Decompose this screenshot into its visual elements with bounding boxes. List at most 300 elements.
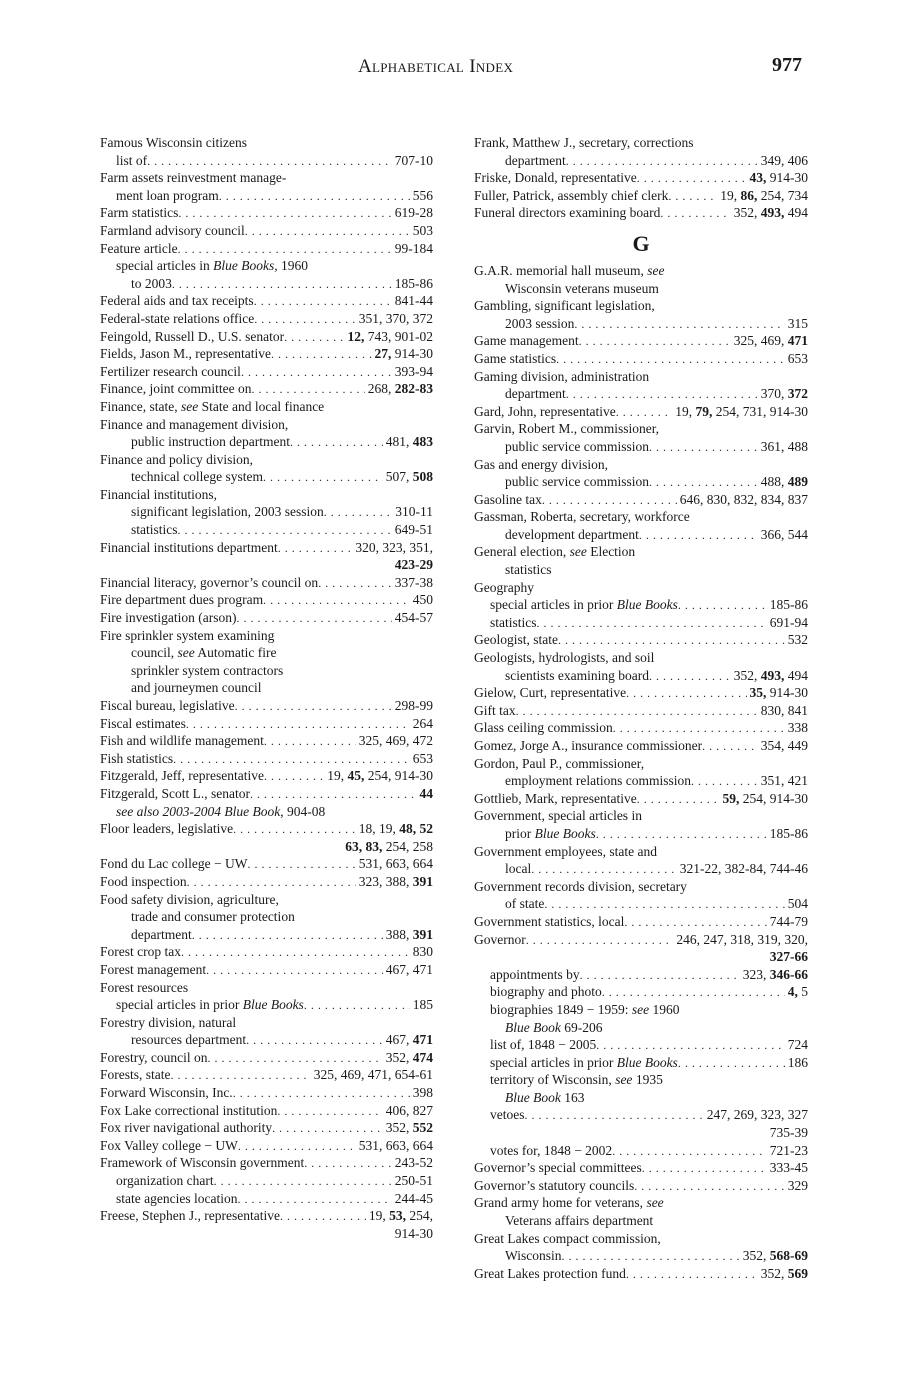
dot-leader xyxy=(678,596,767,614)
entry-term: Great Lakes protection fund xyxy=(474,1265,626,1281)
index-entry-text: Finance, state, see State and local finance xyxy=(100,398,325,414)
entry-pages: 619-28 xyxy=(394,205,433,221)
dot-leader xyxy=(602,983,785,1001)
dot-leader xyxy=(280,1207,366,1225)
entry-term: state agencies location xyxy=(116,1190,238,1206)
entry-pages: 691-94 xyxy=(769,614,808,630)
entry-term: Wisconsin xyxy=(505,1248,562,1264)
dot-leader xyxy=(173,750,410,768)
index-entry xyxy=(100,222,433,240)
entry-term: Fox river navigational authority xyxy=(100,1120,273,1136)
entry-term: statistics xyxy=(131,522,178,538)
index-entry-text: Gas and energy division, xyxy=(474,456,608,472)
dot-leader xyxy=(639,526,758,544)
entry-term: 2003 session xyxy=(505,315,575,331)
dot-leader xyxy=(235,697,392,715)
index-entry xyxy=(474,152,808,170)
entry-pages: 393-94 xyxy=(394,363,433,379)
entry-pages: 12, 743, 901-02 xyxy=(347,328,433,344)
entry-pages: 406, 827 xyxy=(385,1102,433,1118)
dot-leader xyxy=(612,1142,767,1160)
index-entry xyxy=(100,732,433,750)
entry-term: Geologist, state xyxy=(474,632,558,648)
index-entry xyxy=(474,684,808,702)
index-entry xyxy=(474,187,808,205)
entry-pages: 19, 79, 254, 731, 914-30 xyxy=(675,403,808,419)
index-entry xyxy=(474,719,808,737)
dot-leader xyxy=(566,152,758,170)
index-entry-text: council, see Automatic fire xyxy=(131,645,277,661)
index-entry xyxy=(100,328,433,346)
entry-pages-continued: 423-29 xyxy=(394,557,433,573)
dot-leader xyxy=(264,732,356,750)
entry-pages: 325, 469, 471, 654-61 xyxy=(313,1067,433,1083)
entry-pages: 531, 663, 664 xyxy=(358,856,433,872)
index-entry xyxy=(474,1159,808,1177)
entry-pages: 366, 544 xyxy=(760,526,808,542)
index-entry xyxy=(100,574,433,592)
index-entry xyxy=(100,1031,433,1049)
dot-leader xyxy=(304,996,410,1014)
index-entry xyxy=(100,820,433,838)
dot-leader xyxy=(181,943,410,961)
entry-term: Gift tax xyxy=(474,702,516,718)
entry-term: Game statistics xyxy=(474,350,557,366)
entry-pages: 185-86 xyxy=(769,597,808,613)
entry-term: votes for, 1848 − 2002 xyxy=(490,1142,613,1158)
entry-pages: 329 xyxy=(787,1177,808,1193)
dot-leader xyxy=(626,1265,758,1283)
index-entry xyxy=(100,152,433,170)
index-entry xyxy=(100,591,433,609)
dot-leader xyxy=(702,737,758,755)
page-number: 977 xyxy=(772,54,802,76)
dot-leader xyxy=(579,332,731,350)
index-entry-text: General election, see Election xyxy=(474,544,636,560)
dot-leader xyxy=(596,825,767,843)
index-entry xyxy=(474,1142,808,1160)
entry-pages: 481, 483 xyxy=(385,434,433,450)
entry-pages: 352, 568-69 xyxy=(742,1248,808,1264)
entry-pages: 653 xyxy=(412,750,433,766)
index-entry xyxy=(100,345,433,363)
index-entry-text: sprinkler system contractors xyxy=(131,662,284,678)
index-entry xyxy=(474,169,808,187)
dot-leader xyxy=(272,1119,383,1137)
dot-leader xyxy=(660,204,730,222)
index-entry xyxy=(474,860,808,878)
entry-pages: 19, 45, 254, 914-30 xyxy=(327,768,433,784)
dot-leader xyxy=(637,790,720,808)
index-entry xyxy=(100,767,433,785)
index-entry xyxy=(474,1247,808,1265)
index-entry-text: Gambling, significant legislation, xyxy=(474,298,655,314)
dot-leader xyxy=(236,609,391,627)
index-entry xyxy=(100,521,433,539)
index-entry xyxy=(100,785,433,803)
running-title: Alphabetical Index xyxy=(358,56,514,77)
index-entry xyxy=(474,385,808,403)
entry-pages: 370, 372 xyxy=(760,386,808,402)
dot-leader xyxy=(277,1102,382,1120)
entry-term: Framework of Wisconsin government xyxy=(100,1155,305,1171)
index-entry xyxy=(100,750,433,768)
entry-pages: 830, 841 xyxy=(760,702,808,718)
index-entry xyxy=(474,702,808,720)
entry-term: Governor’s statutory councils xyxy=(474,1177,635,1193)
entry-pages: 744-79 xyxy=(769,913,808,929)
index-entry xyxy=(100,1190,433,1208)
entry-term: Government statistics, local xyxy=(474,913,625,929)
dot-leader xyxy=(691,772,758,790)
entry-pages: 352, 474 xyxy=(385,1049,433,1065)
entry-pages: 4, 5 xyxy=(787,984,808,1000)
entry-term: employment relations commission xyxy=(505,773,691,789)
entry-pages: 325, 469, 472 xyxy=(358,733,433,749)
entry-pages: 841-44 xyxy=(394,293,433,309)
entry-term: Floor leaders, legislative xyxy=(100,821,234,837)
entry-pages: 185-86 xyxy=(394,275,433,291)
dot-leader xyxy=(616,403,673,421)
index-entry-text: Gordon, Paul P., commissioner, xyxy=(474,755,645,771)
entry-pages: 246, 247, 318, 319, 320, xyxy=(676,931,808,947)
entry-pages-continued: 63, 83, 254, 258 xyxy=(345,838,433,854)
entry-term: Fox Valley college − UW xyxy=(100,1137,238,1153)
dot-leader xyxy=(254,310,356,328)
entry-term: Funeral directors examining board xyxy=(474,205,661,221)
dot-leader xyxy=(580,966,740,984)
entry-pages: 19, 86, 254, 734 xyxy=(720,187,808,203)
entry-term: of state xyxy=(505,896,545,912)
index-entry xyxy=(100,539,433,557)
section-letter: G xyxy=(632,230,650,256)
index-entry xyxy=(474,473,808,491)
index-entry xyxy=(100,996,433,1014)
entry-term: Gard, John, representative xyxy=(474,403,616,419)
entry-pages: 185-86 xyxy=(769,825,808,841)
entry-pages: 264 xyxy=(412,715,433,731)
dot-leader xyxy=(251,380,364,398)
dot-leader xyxy=(271,345,372,363)
entry-pages: 27, 914-30 xyxy=(374,346,433,362)
index-entry xyxy=(474,204,808,222)
entry-term: department xyxy=(505,386,566,402)
dot-leader xyxy=(245,222,410,240)
entry-pages: 321-22, 382-84, 744-46 xyxy=(679,861,808,877)
index-entry-text: statistics xyxy=(505,562,552,578)
entry-pages: 43, 914-30 xyxy=(749,170,808,186)
index-entry xyxy=(474,1036,808,1054)
index-entry-text: see also 2003-2004 Blue Book, 904-08 xyxy=(116,803,326,819)
index-entry xyxy=(474,332,808,350)
entry-pages: 721-23 xyxy=(769,1142,808,1158)
dot-leader xyxy=(250,785,417,803)
entry-pages: 532 xyxy=(787,632,808,648)
entry-pages: 398 xyxy=(412,1085,433,1101)
index-entry-text: Gassman, Roberta, secretary, workforce xyxy=(474,509,690,525)
index-entry xyxy=(474,631,808,649)
index-entry-text: Financial institutions, xyxy=(100,486,217,502)
entry-term: Glass ceiling commission xyxy=(474,720,613,736)
index-entry xyxy=(474,526,808,544)
dot-leader xyxy=(172,275,392,293)
dot-leader xyxy=(238,1137,356,1155)
entry-term: Gomez, Jorge A., insurance commissioner xyxy=(474,738,703,753)
index-entry xyxy=(474,825,808,843)
index-entry xyxy=(100,204,433,222)
dot-leader xyxy=(304,1154,391,1172)
index-entry xyxy=(100,310,433,328)
index-entry xyxy=(100,1049,433,1067)
entry-pages: 323, 388, 391 xyxy=(358,873,433,889)
index-entry xyxy=(474,966,808,984)
dot-leader xyxy=(178,521,392,539)
entry-pages: 724 xyxy=(787,1037,808,1053)
index-entry-text: Wisconsin veterans museum xyxy=(505,280,659,296)
entry-term: Forest management xyxy=(100,961,207,977)
index-entry xyxy=(100,1154,433,1172)
dot-leader xyxy=(206,961,383,979)
entry-pages: 361, 488 xyxy=(760,438,808,454)
index-entry-text: Forest resources xyxy=(100,979,189,995)
dot-leader xyxy=(526,931,674,949)
entry-term: Forests, state xyxy=(100,1067,171,1083)
entry-pages: 44 xyxy=(419,785,433,801)
dot-leader xyxy=(668,187,717,205)
dot-leader xyxy=(649,473,758,491)
entry-term: Forest crop tax xyxy=(100,944,181,960)
entry-term: Financial institutions department xyxy=(100,539,278,555)
index-entry xyxy=(474,667,808,685)
dot-leader xyxy=(649,667,731,685)
entry-term: Fields, Jason M., representative xyxy=(100,346,271,362)
dot-leader xyxy=(178,204,391,222)
dot-leader xyxy=(637,169,747,187)
entry-term: Forestry, council on xyxy=(100,1049,208,1065)
entry-term: Fire investigation (arson) xyxy=(100,610,237,626)
dot-leader xyxy=(561,1247,739,1265)
dot-leader xyxy=(247,855,355,873)
entry-term: biography and photo xyxy=(490,984,602,1000)
dot-leader xyxy=(207,1049,382,1067)
dot-leader xyxy=(525,1106,704,1124)
dot-leader xyxy=(531,860,677,878)
entry-term: Financial literacy, governor’s council on xyxy=(100,574,319,590)
entry-term: Friske, Donald, representative xyxy=(474,170,637,186)
entry-pages: 653 xyxy=(787,350,808,366)
entry-pages: 351, 421 xyxy=(760,773,808,789)
entry-term: Gasoline tax xyxy=(474,491,542,507)
dot-leader xyxy=(624,913,766,931)
entry-term: Fitzgerald, Jeff, representative xyxy=(100,768,264,784)
entry-pages: 507, 508 xyxy=(385,469,433,485)
entry-pages: 310-11 xyxy=(395,504,433,520)
entry-term: Freese, Stephen J., representative xyxy=(100,1208,280,1224)
index-entry xyxy=(474,315,808,333)
entry-term: Feature article xyxy=(100,240,178,256)
index-entry xyxy=(100,468,433,486)
dot-leader xyxy=(558,631,785,649)
entry-pages: 337-38 xyxy=(394,574,433,590)
index-entry xyxy=(100,240,433,258)
index-entry xyxy=(100,292,433,310)
index-entry xyxy=(100,1084,433,1102)
entry-term: organization chart xyxy=(116,1173,214,1189)
dot-leader xyxy=(649,438,758,456)
entry-pages: 646, 830, 832, 834, 837 xyxy=(679,491,808,507)
index-entry-text: and journeymen council xyxy=(131,680,262,696)
entry-pages: 186 xyxy=(787,1054,808,1070)
entry-pages: 354, 449 xyxy=(760,738,808,753)
index-entry xyxy=(100,1119,433,1137)
index-entry xyxy=(100,1102,433,1120)
entry-pages: 185 xyxy=(412,997,433,1013)
entry-pages: 352, 569 xyxy=(760,1265,808,1281)
index-entry-text: Finance and policy division, xyxy=(100,451,253,467)
dot-leader xyxy=(187,873,356,891)
dot-leader xyxy=(290,433,383,451)
entry-term: Forward Wisconsin, Inc. xyxy=(100,1085,233,1101)
index-entry xyxy=(474,1106,808,1124)
dot-leader xyxy=(178,240,392,258)
dot-leader xyxy=(566,385,758,403)
dot-leader xyxy=(192,926,383,944)
entry-pages: 649-51 xyxy=(394,522,433,538)
entry-term: prior Blue Books xyxy=(505,825,596,841)
index-entry xyxy=(100,873,433,891)
entry-term: Fox Lake correctional institution xyxy=(100,1102,278,1118)
index-entry-text: Government employees, state and xyxy=(474,843,657,859)
index-entry-text: Food safety division, agriculture, xyxy=(100,891,279,907)
entry-term: special articles in prior Blue Books xyxy=(490,1054,678,1070)
index-entry xyxy=(100,1137,433,1155)
index-entry-text: Frank, Matthew J., secretary, corrections xyxy=(474,135,694,150)
index-entry-text: trade and consumer protection xyxy=(131,909,295,925)
index-entry xyxy=(100,926,433,944)
index-entry xyxy=(474,438,808,456)
dot-leader xyxy=(537,614,767,632)
index-entry-text: Great Lakes compact commission, xyxy=(474,1230,661,1246)
index-entry-text: Blue Book 163 xyxy=(505,1089,585,1105)
index-entry xyxy=(474,614,808,632)
dot-leader xyxy=(233,1084,410,1102)
dot-leader xyxy=(263,468,383,486)
dot-leader xyxy=(318,574,392,592)
entry-pages: 268, 282-83 xyxy=(367,381,433,397)
entry-term: significant legislation, 2003 session xyxy=(131,504,324,520)
dot-leader xyxy=(263,591,410,609)
dot-leader xyxy=(284,328,344,346)
entry-term: statistics xyxy=(490,614,537,630)
index-entry xyxy=(474,403,808,421)
index-entry-text: G.A.R. memorial hall museum, see xyxy=(474,262,665,278)
dot-leader xyxy=(214,1172,392,1190)
index-entry xyxy=(100,715,433,733)
dot-leader xyxy=(613,719,785,737)
dot-leader xyxy=(556,350,785,368)
dot-leader xyxy=(626,684,746,702)
entry-term: Fish and wildlife management xyxy=(100,733,264,749)
index-entry xyxy=(100,275,433,293)
entry-pages: 454-57 xyxy=(394,610,433,626)
entry-term: public service commission xyxy=(505,474,649,490)
index-entry-text: biographies 1849 − 1959: see 1960 xyxy=(490,1001,680,1017)
index-entry-text: Famous Wisconsin citizens xyxy=(100,135,247,150)
entry-term: Farmland advisory council xyxy=(100,222,245,238)
dot-leader xyxy=(171,1066,311,1084)
index-entry xyxy=(100,943,433,961)
entry-term: to 2003 xyxy=(131,275,172,291)
entry-term: Gottlieb, Mark, representative xyxy=(474,790,637,806)
index-entry-text: Blue Book 69-206 xyxy=(505,1019,603,1035)
entry-term: technical college system xyxy=(131,469,263,485)
dot-leader xyxy=(642,1159,767,1177)
entry-pages: 352, 493, 494 xyxy=(733,667,808,683)
entry-term: development department xyxy=(505,526,639,542)
index-entry xyxy=(474,1054,808,1072)
entry-pages: 450 xyxy=(412,592,433,608)
entry-pages: 531, 663, 664 xyxy=(358,1137,433,1153)
index-entry xyxy=(100,433,433,451)
entry-pages: 35, 914-30 xyxy=(749,685,808,701)
entry-pages: 338 xyxy=(787,720,808,736)
entry-term: Fire department dues program xyxy=(100,592,264,608)
dot-leader xyxy=(233,820,356,838)
index-entry xyxy=(474,913,808,931)
dot-leader xyxy=(324,503,393,521)
entry-pages: 707-10 xyxy=(394,152,433,168)
entry-pages: 488, 489 xyxy=(760,474,808,490)
dot-leader xyxy=(542,491,677,509)
index-entry-text: Veterans affairs department xyxy=(505,1213,654,1229)
entry-pages: 503 xyxy=(412,222,433,238)
index-entry xyxy=(100,187,433,205)
entry-term: Federal aids and tax receipts xyxy=(100,293,254,309)
index-entry xyxy=(100,1207,433,1225)
index-entry-text: Garvin, Robert M., commissioner, xyxy=(474,421,660,437)
entry-pages: 18, 19, 48, 52 xyxy=(358,821,433,837)
dot-leader xyxy=(219,187,410,205)
index-entry xyxy=(474,983,808,1001)
entry-term: scientists examining board xyxy=(505,667,649,683)
index-entry-text: Forestry division, natural xyxy=(100,1014,237,1030)
entry-term: special articles in prior Blue Books xyxy=(490,597,678,613)
index-entry xyxy=(474,895,808,913)
index-entry-text: Geologists, hydrologists, and soil xyxy=(474,650,655,666)
entry-term: Governor’s special committees xyxy=(474,1160,642,1176)
index-entry xyxy=(474,1265,808,1283)
entry-term: appointments by xyxy=(490,966,580,982)
index-entry xyxy=(100,363,433,381)
page-header xyxy=(0,0,907,90)
entry-term: Fish statistics xyxy=(100,750,174,766)
index-entry xyxy=(100,503,433,521)
entry-term: Farm statistics xyxy=(100,205,179,221)
entry-pages: 298-99 xyxy=(394,698,433,713)
entry-pages: 320, 323, 351, xyxy=(355,539,433,555)
entry-pages: 19, 53, 254, xyxy=(368,1208,433,1224)
index-entry xyxy=(474,1177,808,1195)
entry-pages: 244-45 xyxy=(394,1190,433,1206)
dot-leader xyxy=(264,767,324,785)
entry-term: list of xyxy=(116,152,148,168)
index-entry-text: special articles in Blue Books, 1960 xyxy=(116,258,308,274)
index-entry xyxy=(474,737,808,755)
entry-term: public instruction department xyxy=(131,434,290,450)
entry-pages: 243-52 xyxy=(394,1155,433,1171)
index-entry xyxy=(100,380,433,398)
dot-leader xyxy=(241,363,392,381)
